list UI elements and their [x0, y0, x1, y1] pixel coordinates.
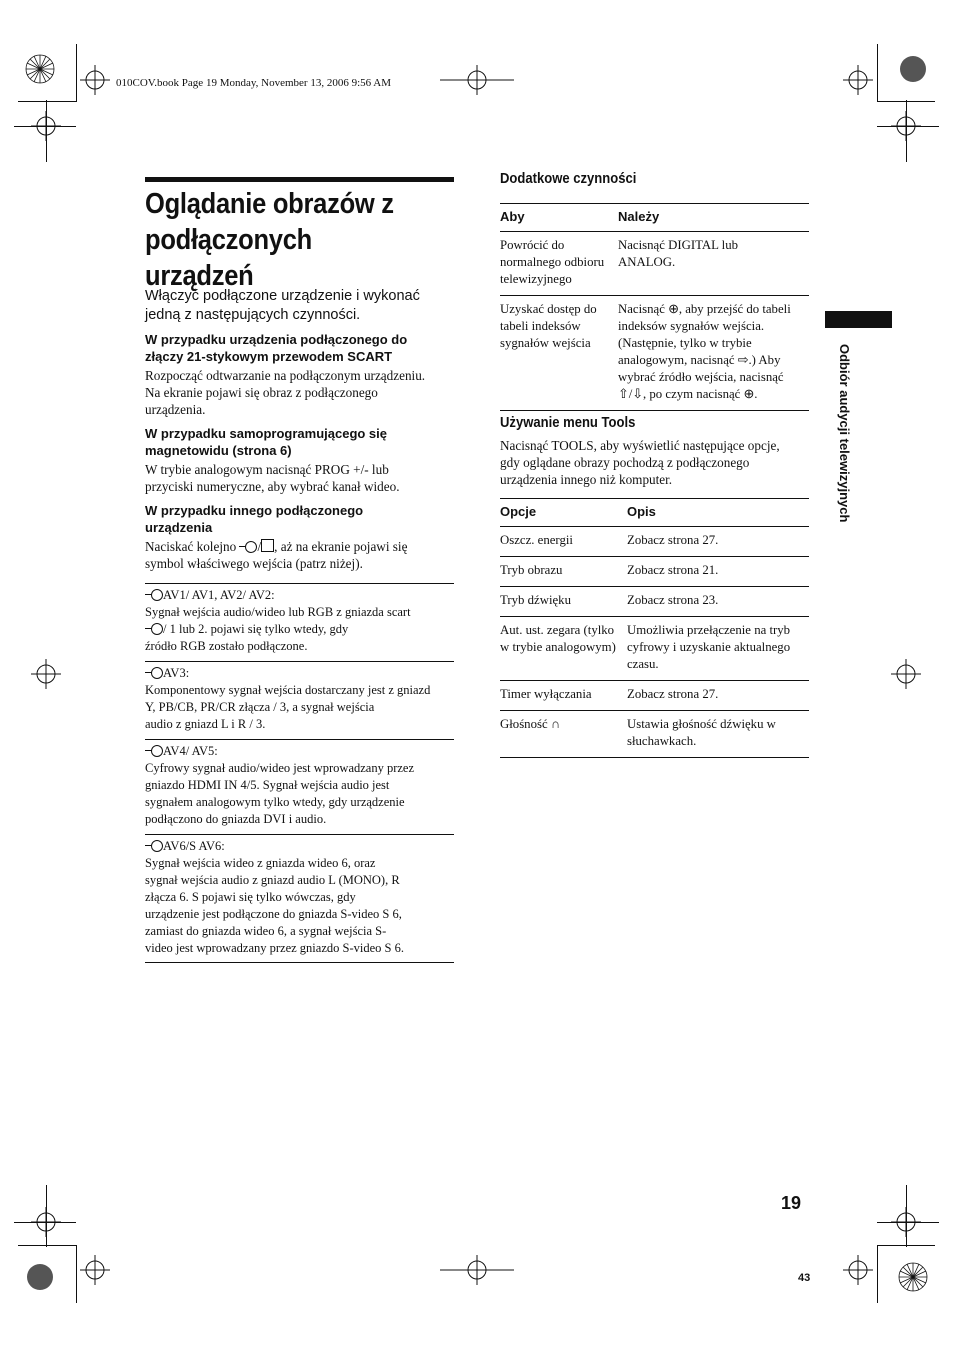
table-cell	[500, 296, 618, 410]
component-input-icon	[145, 667, 163, 678]
cell-line: ⇧/⇩, po czym nacisnąć ⊕.	[618, 387, 758, 401]
registration-target-icon	[843, 1255, 873, 1285]
table-cell	[627, 681, 809, 710]
box-heading	[145, 743, 454, 760]
table-cell	[627, 557, 809, 586]
cell-line: Uzyskać dostęp do	[500, 302, 597, 316]
box-line: video jest wprowadzany przez gniazdo S-video S 6.	[145, 941, 404, 955]
cell-line: ANALOG.	[618, 255, 676, 269]
table-row	[500, 681, 809, 711]
cell-line: Zobacz strona 23.	[627, 593, 719, 607]
table-cell	[618, 296, 809, 410]
box-line: audio z gniazd L i R / 3.	[145, 717, 266, 731]
box-heading-text: AV4/ AV5:	[163, 744, 218, 758]
title-line: Oglądanie obrazów z	[145, 188, 394, 220]
cell-line: Nacisnąć ⊕, aby przejść do tabeli	[618, 302, 791, 316]
registration-target-icon	[891, 111, 921, 141]
cell-line: telewizyjnego	[500, 272, 572, 286]
extra-table	[500, 203, 809, 411]
video-input-icon	[145, 840, 163, 851]
body-text: Naciskać kolejno	[145, 539, 240, 554]
cell-line: Timer wyłączania	[500, 687, 592, 701]
registration-target-icon	[843, 65, 873, 95]
input-box-av4-av5	[145, 739, 454, 828]
body-line: W trybie analogowym nacisnąć PROG +/- lub	[145, 462, 389, 477]
cell-line: wybrać źródło wejścia, nacisnąć	[618, 370, 784, 384]
input-icon	[145, 589, 163, 600]
table-header-cell: Należy	[618, 209, 660, 224]
cell-line: normalnego odbioru	[500, 255, 605, 269]
table-row	[500, 296, 809, 411]
box-heading	[145, 665, 454, 682]
table-row	[500, 232, 809, 296]
cell-line: Powrócić do	[500, 238, 565, 252]
box-heading	[145, 838, 454, 855]
table-header-row	[500, 499, 809, 527]
table-row	[500, 587, 809, 617]
cell-line: Oszcz. energii	[500, 533, 573, 547]
cell-line: sygnałów wejścia	[500, 336, 591, 350]
body-line: Rozpocząć odtwarzanie na podłączonym urządzeniu.	[145, 368, 426, 383]
cell-line: Zobacz strona 27.	[627, 687, 719, 701]
table-row	[500, 527, 809, 557]
body-line: przyciski numeryczne, aby wybrać kanał wideo.	[145, 479, 400, 494]
table-header-row	[500, 204, 809, 232]
table-cell	[500, 617, 627, 680]
table-cell	[500, 557, 627, 586]
table-header-cell: Opis	[627, 504, 656, 519]
box-heading-text: AV3:	[163, 666, 190, 680]
registration-target-icon	[31, 659, 61, 689]
cell-line: Tryb obrazu	[500, 563, 563, 577]
tv-input-icon	[261, 539, 274, 552]
input-icon	[239, 541, 257, 552]
cell-line: Tryb dźwięku	[500, 593, 571, 607]
intro-text	[145, 287, 465, 325]
cell-line: Ustawia głośność dźwięku w	[627, 717, 776, 731]
cell-line: Aut. ust. zegara (tylko	[500, 623, 615, 637]
section-heading-other	[145, 502, 455, 536]
table-cell	[500, 587, 627, 616]
intro-line: jedną z następujących czynności.	[145, 307, 361, 323]
box-heading-text: AV1/ AV1, AV2/ AV2:	[163, 588, 275, 602]
box-line: zamiast do gniazda wideo 6, a sygnał wejścia S-	[145, 924, 387, 938]
input-box-av1-av2	[145, 583, 454, 655]
table-cell	[500, 232, 618, 295]
table-row	[500, 711, 809, 758]
intro-line: Włączyć podłączone urządzenie i wykonać	[145, 288, 420, 304]
starburst-mark-icon	[899, 1263, 927, 1291]
body-line: gdy oglądane obrazy pochodzą z podłączonego	[500, 455, 750, 470]
box-line: złącza 6. S pojawi się tylko wówczas, gdy	[145, 890, 356, 904]
cell-line: tabeli indeksów	[500, 319, 581, 333]
extra-heading: Dodatkowe czynności	[500, 171, 637, 187]
page-title	[145, 186, 427, 294]
cell-line: Umożliwia przełączenie na tryb	[627, 623, 791, 637]
tools-heading: Używanie menu Tools	[500, 415, 636, 431]
tools-table	[500, 498, 809, 758]
section-body-vcr	[145, 461, 460, 495]
table-cell	[500, 527, 627, 556]
box-line: Komponentowy sygnał wejścia dostarczany jest z gniazd	[145, 683, 431, 697]
section-heading-vcr	[145, 425, 455, 459]
box-bottom-rule	[145, 962, 454, 963]
table-row	[500, 557, 809, 587]
body-line: Nacisnąć TOOLS, aby wyświetlić następujące opcje,	[500, 438, 780, 453]
cell-line: indeksów sygnałów wejścia.	[618, 319, 765, 333]
box-heading	[145, 587, 454, 604]
box-line: gniazdo HDMI IN 4/5. Sygnał wejścia audio jest	[145, 778, 390, 792]
body-line: symbol właściwego wejścia (patrz niżej).	[145, 556, 363, 571]
gray-dot-mark-icon	[900, 56, 926, 82]
heading-line: urządzenia	[145, 520, 213, 535]
gray-dot-mark-icon	[27, 1264, 53, 1290]
cell-line: Zobacz strona 21.	[627, 563, 719, 577]
box-heading-text: AV6/S AV6:	[163, 839, 225, 853]
registration-target-icon	[891, 659, 921, 689]
registration-target-icon	[80, 65, 110, 95]
starburst-mark-icon	[26, 55, 54, 83]
input-box-av6	[145, 834, 454, 957]
table-cell	[618, 232, 809, 295]
box-line: Sygnał wejścia audio/wideo lub RGB z gniazda scart	[145, 605, 411, 619]
box-line: podłączono do gniazda DVI i audio.	[145, 812, 327, 826]
body-line: urządzenia.	[145, 402, 206, 417]
cell-line: cyfrowy i uzyskanie aktualnego	[627, 640, 791, 654]
box-line: Cyfrowy sygnał audio/wideo jest wprowadzany przez	[145, 761, 415, 775]
box-line	[145, 621, 454, 638]
table-header-cell: Aby	[500, 209, 525, 224]
box-line: sygnałem analogowym tylko wtedy, gdy urządzenie	[145, 795, 405, 809]
box-line: urządzenie jest podłączone do gniazda S-video S 6,	[145, 907, 402, 921]
hdmi-input-icon	[145, 745, 163, 756]
registration-target-icon	[440, 65, 514, 95]
cell-line: Zobacz strona 27.	[627, 533, 719, 547]
table-cell	[627, 587, 809, 616]
file-info-header: 010COV.book Page 19 Monday, November 13, 2006 9:56 AM	[116, 77, 391, 89]
print-page-number: 43	[798, 1272, 811, 1284]
body-line: urządzenia innego niż komputer.	[500, 472, 673, 487]
registration-target-icon	[891, 1207, 921, 1237]
section-tab	[825, 311, 892, 328]
body-line: Na ekranie pojawi się obraz z podłączonego	[145, 385, 378, 400]
body-text: , aż na ekranie pojawi się	[274, 539, 408, 554]
section-label-vertical: Odbiór audycji telewizyjnych	[837, 344, 852, 523]
cell-line: w trybie analogowym)	[500, 640, 616, 654]
cell-line: Nacisnąć DIGITAL lub	[618, 238, 739, 252]
heading-line: W przypadku samoprogramującego się	[145, 426, 388, 441]
section-heading-scart	[145, 331, 455, 365]
section-body-other	[145, 538, 460, 572]
heading-line: W przypadku urządzenia podłączonego do	[145, 332, 408, 347]
cell-line: analogowym, nacisnąć ⇨.) Aby	[618, 353, 781, 367]
registration-target-icon	[31, 111, 61, 141]
box-line: Y, PB/CB, PR/CR złącza / 3, a sygnał wejścia	[145, 700, 375, 714]
body-line: Naciskać kolejno / , aż na ekranie pojawi się	[145, 539, 408, 554]
heading-line: złączy 21-stykowym przewodem SCART	[145, 349, 393, 364]
cell-line: czasu.	[627, 657, 659, 671]
cell-line: słuchawkach.	[627, 734, 697, 748]
table-cell	[627, 617, 809, 680]
box-line: Sygnał wejścia wideo z gniazda wideo 6, oraz	[145, 856, 376, 870]
box-line: sygnał wejścia audio z gniazd audio L (MONO), R	[145, 873, 400, 887]
section-body-scart	[145, 367, 460, 418]
registration-target-icon	[440, 1255, 514, 1285]
cell-line: (Następnie, tylko w trybie	[618, 336, 752, 350]
title-bar	[145, 177, 454, 182]
table-cell	[500, 681, 627, 710]
registration-target-icon	[80, 1255, 110, 1285]
registration-target-icon	[31, 1207, 61, 1237]
table-header-cell: Opcje	[500, 504, 537, 519]
cell-line: Głośność ∩	[500, 717, 561, 731]
input-box-av3	[145, 661, 454, 733]
table-row	[500, 617, 809, 681]
tools-body	[500, 437, 812, 488]
heading-line: W przypadku innego podłączonego	[145, 503, 364, 518]
page-number: 19	[781, 1193, 802, 1213]
box-line: źródło RGB zostało podłączone.	[145, 639, 308, 653]
table-cell	[500, 711, 627, 757]
title-line: podłączonych urządzeń	[145, 224, 312, 292]
heading-line: magnetowidu (strona 6)	[145, 443, 292, 458]
box-line-text: / 1 lub 2. pojawi się tylko wtedy, gdy	[163, 622, 349, 636]
table-cell	[627, 711, 809, 757]
scart-icon	[145, 623, 163, 634]
table-cell	[627, 527, 809, 556]
